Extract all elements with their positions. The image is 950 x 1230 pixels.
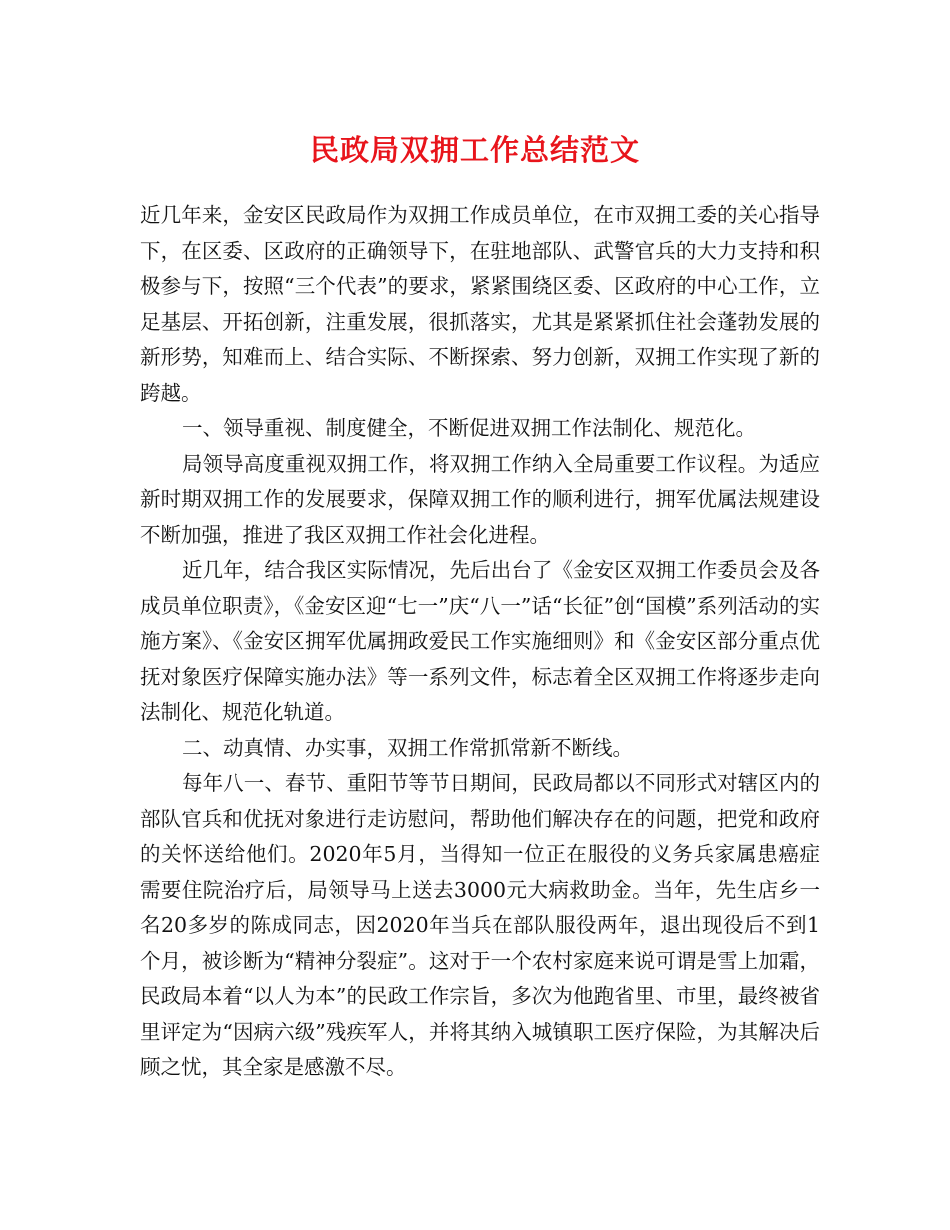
paragraph-intro: 近几年来，金安区民政局作为双拥工作成员单位，在市双拥工委的关心指导下，在区委、区政府的正确领导下，在驻地部队、武警官兵的大力支持和积极参与下，按照“三个代表”的要求，紧紧围绕区委、区政府的中心工作，立足基层、开拓创新，注重发展，很抓落实，尤其是紧紧抓住社会蓬勃发展的新形势，知难而上、结合实际、不断探索、努力创新，双拥工作实现了新的跨越。 bbox=[140, 203, 820, 405]
paragraph-section-1-a: 局领导高度重视双拥工作，将双拥工作纳入全局重要工作议程。为适应新时期双拥工作的发展要求，保障双拥工作的顺利进行，拥军优属法规建设不断加强，推进了我区双拥工作社会化进程。 bbox=[140, 451, 820, 547]
paragraph-section-1-b: 近几年，结合我区实际情况，先后出台了《金安区双拥工作委员会及各成员单位职责》，《金安区迎“七一”庆“八一”话“长征”创“国模”系列活动的实施方案》、《金安区拥军优属拥政爱民工作实施细则》和《金安区部分重点优抚对象医疗保障实施办法》等一系列文件，标志着全区双拥工作将逐步走向法制化、规范化轨道。 bbox=[140, 558, 820, 724]
section-heading-2: 二、动真情、办实事，双拥工作常抓常新不断线。 bbox=[182, 735, 633, 760]
document-body bbox=[140, 198, 820, 1086]
paragraph-section-2-a: 每年八一、春节、重阳节等节日期间，民政局都以不同形式对辖区内的部队官兵和优抚对象进行走访慰问，帮助他们解决存在的问题，把党和政府的关怀送给他们。2020年5月，当得知一位正在服役的义务兵家属患癌症需要住院治疗后，局领导马上送去3000元大病救助金。当年，先生店乡一名20多岁的陈成同志，因2020年当兵在部队服役两年，退出现役后不到1个月，被诊断为“精神分裂症”。这对于一个农村家庭来说可谓是雪上加霜，民政局本着“以人为本”的民政工作宗旨，多次为他跑省里、市里，最终被省里评定为“因病六级”残疾军人，并将其纳入城镇职工医疗保险，为其解决后顾之忧，其全家是感激不尽。 bbox=[140, 771, 820, 1079]
section-heading-1: 一、领导重视、制度健全，不断促进双拥工作法制化、规范化。 bbox=[182, 416, 756, 440]
document-title: 民政局双拥工作总结范文 bbox=[309, 133, 640, 167]
